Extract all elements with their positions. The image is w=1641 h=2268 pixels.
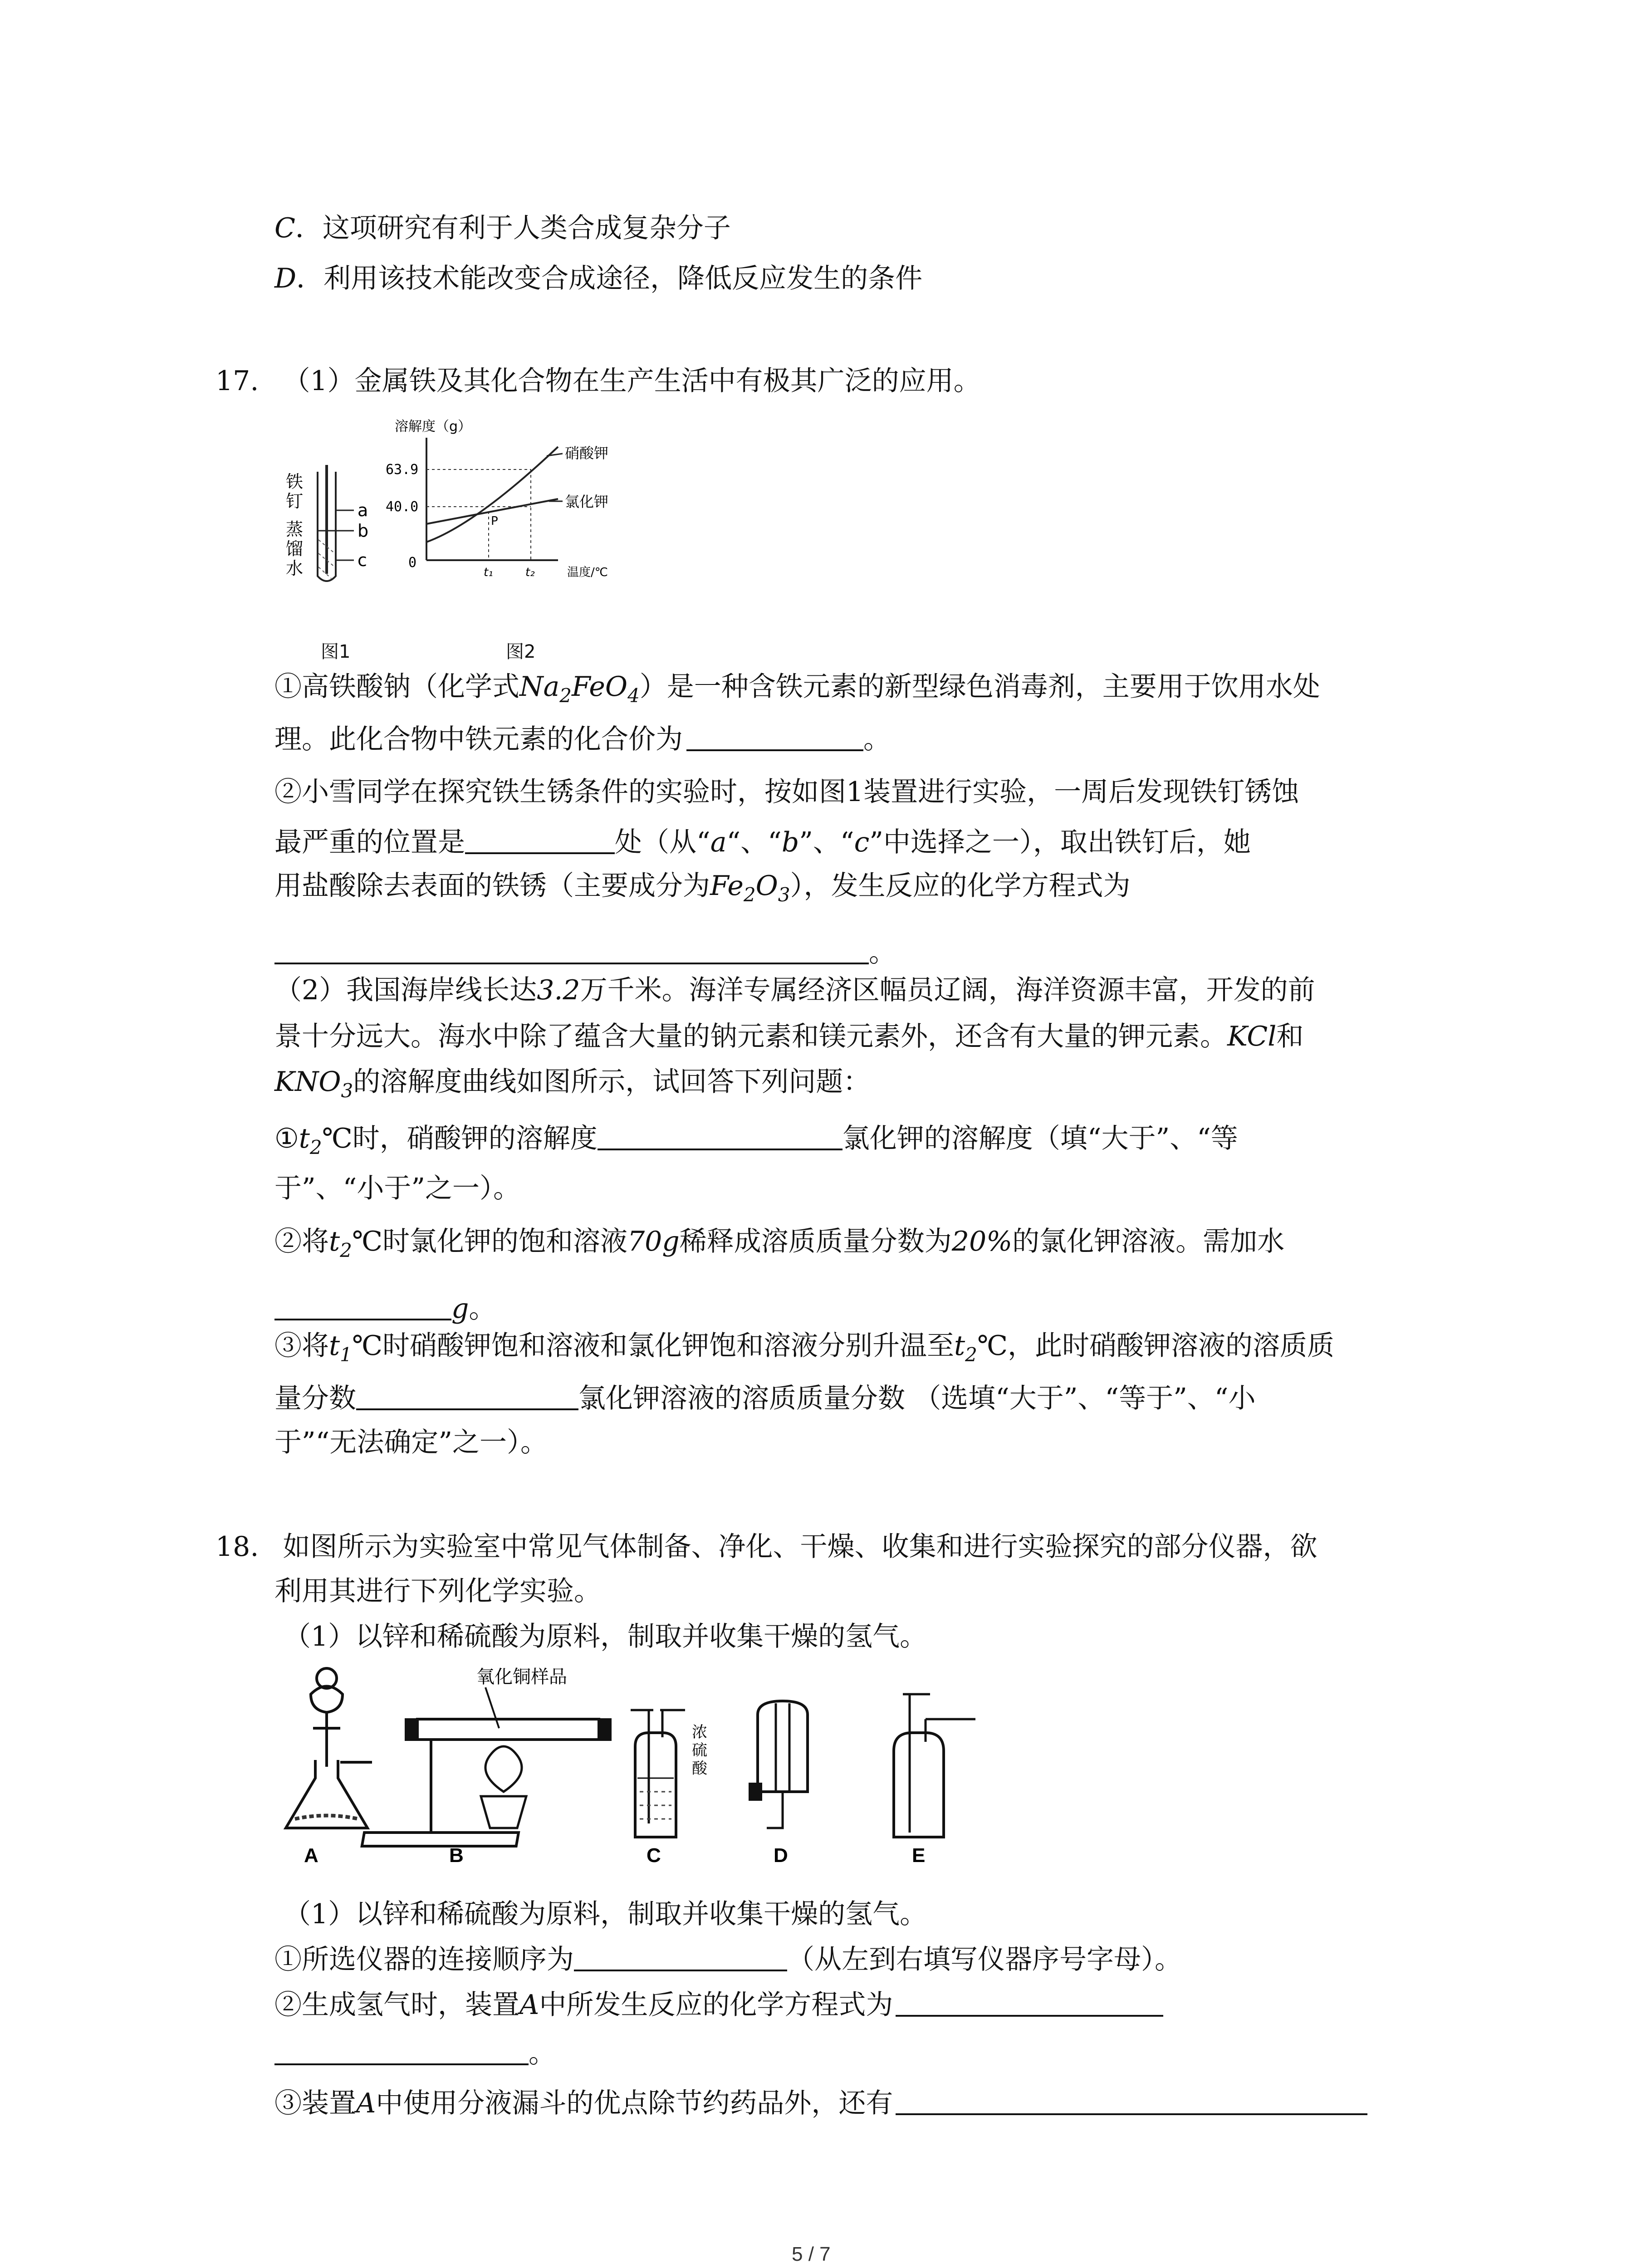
q17-p16: 于”“无法确定”之一）。 (274, 1427, 548, 1458)
q17-p5: 用盐酸除去表面的铁锈（主要成分为$Fe_2O_3$），发生反应的化学方程式为 (274, 870, 1131, 906)
answer-blank-compare-t2[interactable] (598, 1123, 843, 1150)
q17-intro-text: （1）金属铁及其化合物在生产生活中有极其广泛的应用。 (283, 365, 981, 397)
apparatus-label-c: C (647, 1844, 661, 1867)
q17-p8: 景十分远大。海水中除了蕴含大量的钠元素和镁元素外，还含有大量的钾元素。KCl和 (274, 1021, 1304, 1052)
option-letter: C (274, 212, 295, 244)
q17-p12: ②将$t_2℃$时氯化钾的饱和溶液70g稀释成溶质质量分数为20%的氯化钾溶液。需加水 (274, 1226, 1285, 1261)
q18-line-1: 18. 如图所示为实验室中常见气体制备、净化、干燥、收集和进行实验探究的部分仪器，欲 (216, 1531, 1318, 1563)
x-tick-t1: t₁ (484, 566, 493, 578)
figure-1-test-tube (286, 463, 377, 599)
mark-b: b (358, 521, 369, 541)
option-c (274, 210, 731, 246)
label-iron-1: 铁 (286, 472, 304, 492)
q18-line-4: （1）以锌和稀硫酸为原料，制取并收集干燥的氢气。 (284, 1898, 927, 1930)
y-tick-63-9: 63.9 (386, 462, 419, 478)
apparatus-figure (277, 1660, 1003, 1869)
q17-p10: $①t_2℃$时，硝酸钾的溶解度 氯化钾的溶解度（填“大于”、“等 (274, 1123, 1238, 1158)
series-kcl-label: 氯化钾 (565, 493, 609, 510)
q17-p2: 理。此化合物中铁元素的化合价为 。 (274, 723, 891, 755)
q17-p1: ①高铁酸钠（化学式$Na_2FeO_4$）是一种含铁元素的新型绿色消毒剂，主要用于饮用水处 (274, 671, 1320, 707)
q17-p15: 量分数 氯化钾溶液的溶质质量分数 （选填“大于”、“等于”、“小 (274, 1383, 1256, 1414)
q17-p9: $KNO_3$的溶解度曲线如图所示，试回答下列问题： (274, 1066, 871, 1102)
y-tick-0: 0 (408, 555, 417, 571)
q17-p3: ②小雪同学在探究铁生锈条件的实验时，按如图1装置进行实验，一周后发现铁钉锈蚀 (274, 776, 1299, 808)
x-tick-t2: t₂ (525, 566, 535, 578)
mark-a: a (358, 500, 368, 520)
figure-2-solubility-chart (386, 411, 640, 578)
q17-p6: 。 (274, 934, 896, 971)
liquid-label-1: 浓 (692, 1723, 707, 1741)
q18-line-6: ②生成氢气时，装置A中所发生反应的化学方程式为 (274, 1987, 1163, 2023)
q18-line-7: 。 (274, 2035, 556, 2072)
series-kno3-label: 硝酸钾 (565, 445, 609, 462)
answer-blank-connection-order[interactable] (574, 1944, 787, 1971)
apparatus-label-a: A (304, 1844, 318, 1867)
page-number: 5 / 7 (792, 2243, 831, 2265)
label-water-3: 水 (286, 558, 304, 578)
apparatus-label-e: E (912, 1844, 926, 1867)
sample-label: 氧化铜样品 (476, 1667, 567, 1687)
option-text: ．利用该技术能改变合成途径，降低反应发生的条件 (296, 263, 923, 294)
label-water-2: 馏 (286, 539, 304, 559)
answer-blank-water-mass[interactable] (274, 1293, 451, 1320)
apparatus-b (362, 1667, 612, 1867)
mark-c: c (358, 550, 367, 570)
q17-p11: 于”、“小于”之一）。 (274, 1173, 521, 1204)
answer-blank-rust-position[interactable] (465, 827, 615, 854)
apparatus-c (631, 1710, 708, 1867)
y-tick-40-0: 40.0 (386, 499, 419, 515)
answer-blank-valence[interactable] (686, 724, 863, 751)
liquid-label-3: 酸 (692, 1760, 707, 1778)
label-water-1: 蒸 (286, 519, 304, 539)
q17-p7: （2）我国海岸线长达3.2万千米。海洋专属经济区幅员辽阔，海洋资源丰富，开发的前 (274, 974, 1315, 1006)
q18-line-2: 利用其进行下列化学实验。 (274, 1575, 601, 1607)
apparatus-e (894, 1694, 975, 1867)
question-number: 18. (216, 1531, 259, 1563)
option-d (274, 260, 922, 297)
answer-blank-equation-a[interactable] (896, 1989, 1163, 2017)
apparatus-a (286, 1668, 372, 1867)
q17-intro (216, 363, 981, 399)
question-number: 17. (216, 365, 259, 397)
x-axis-label: 温度/℃ (567, 566, 608, 578)
q17-p4: 最严重的位置是 处（从“a“、“b”、“c”中选择之一），取出铁钉后，她 (274, 826, 1251, 858)
answer-blank-funnel-advantage[interactable] (896, 2088, 1367, 2115)
apparatus-label-d: D (774, 1844, 788, 1867)
y-axis-label: 溶解度（g） (395, 419, 472, 435)
figure-1-caption: 图1 (321, 641, 351, 662)
q18-line-8: ③装置A中使用分液漏斗的优点除节约药品外，还有 (274, 2085, 1367, 2121)
label-iron-2: 钉 (286, 491, 304, 511)
answer-blank-rust-equation[interactable] (274, 937, 869, 964)
answer-blank-equation-a-cont[interactable] (274, 2038, 529, 2065)
option-letter: D (274, 263, 297, 294)
figure-2-caption: 图2 (506, 641, 536, 662)
option-text: ．这项研究有利于人类合成复杂分子 (295, 212, 731, 244)
point-p: P (491, 514, 498, 528)
liquid-label-2: 硫 (692, 1741, 707, 1760)
answer-blank-mass-fraction[interactable] (356, 1383, 578, 1410)
apparatus-d (749, 1701, 808, 1867)
q17-p13: g。 (274, 1290, 496, 1327)
q18-line-5: ①所选仪器的连接顺序为 （从左到右填写仪器序号字母）。 (274, 1944, 1182, 1975)
apparatus-label-b: B (449, 1844, 464, 1867)
q18-line-3: （1）以锌和稀硫酸为原料，制取并收集干燥的氢气。 (284, 1621, 927, 1652)
q17-p14: ③将$t_1℃$时硝酸钾饱和溶液和氯化钾饱和溶液分别升温至$t_2℃$，此时硝酸钾溶液的溶质质 (274, 1330, 1334, 1366)
